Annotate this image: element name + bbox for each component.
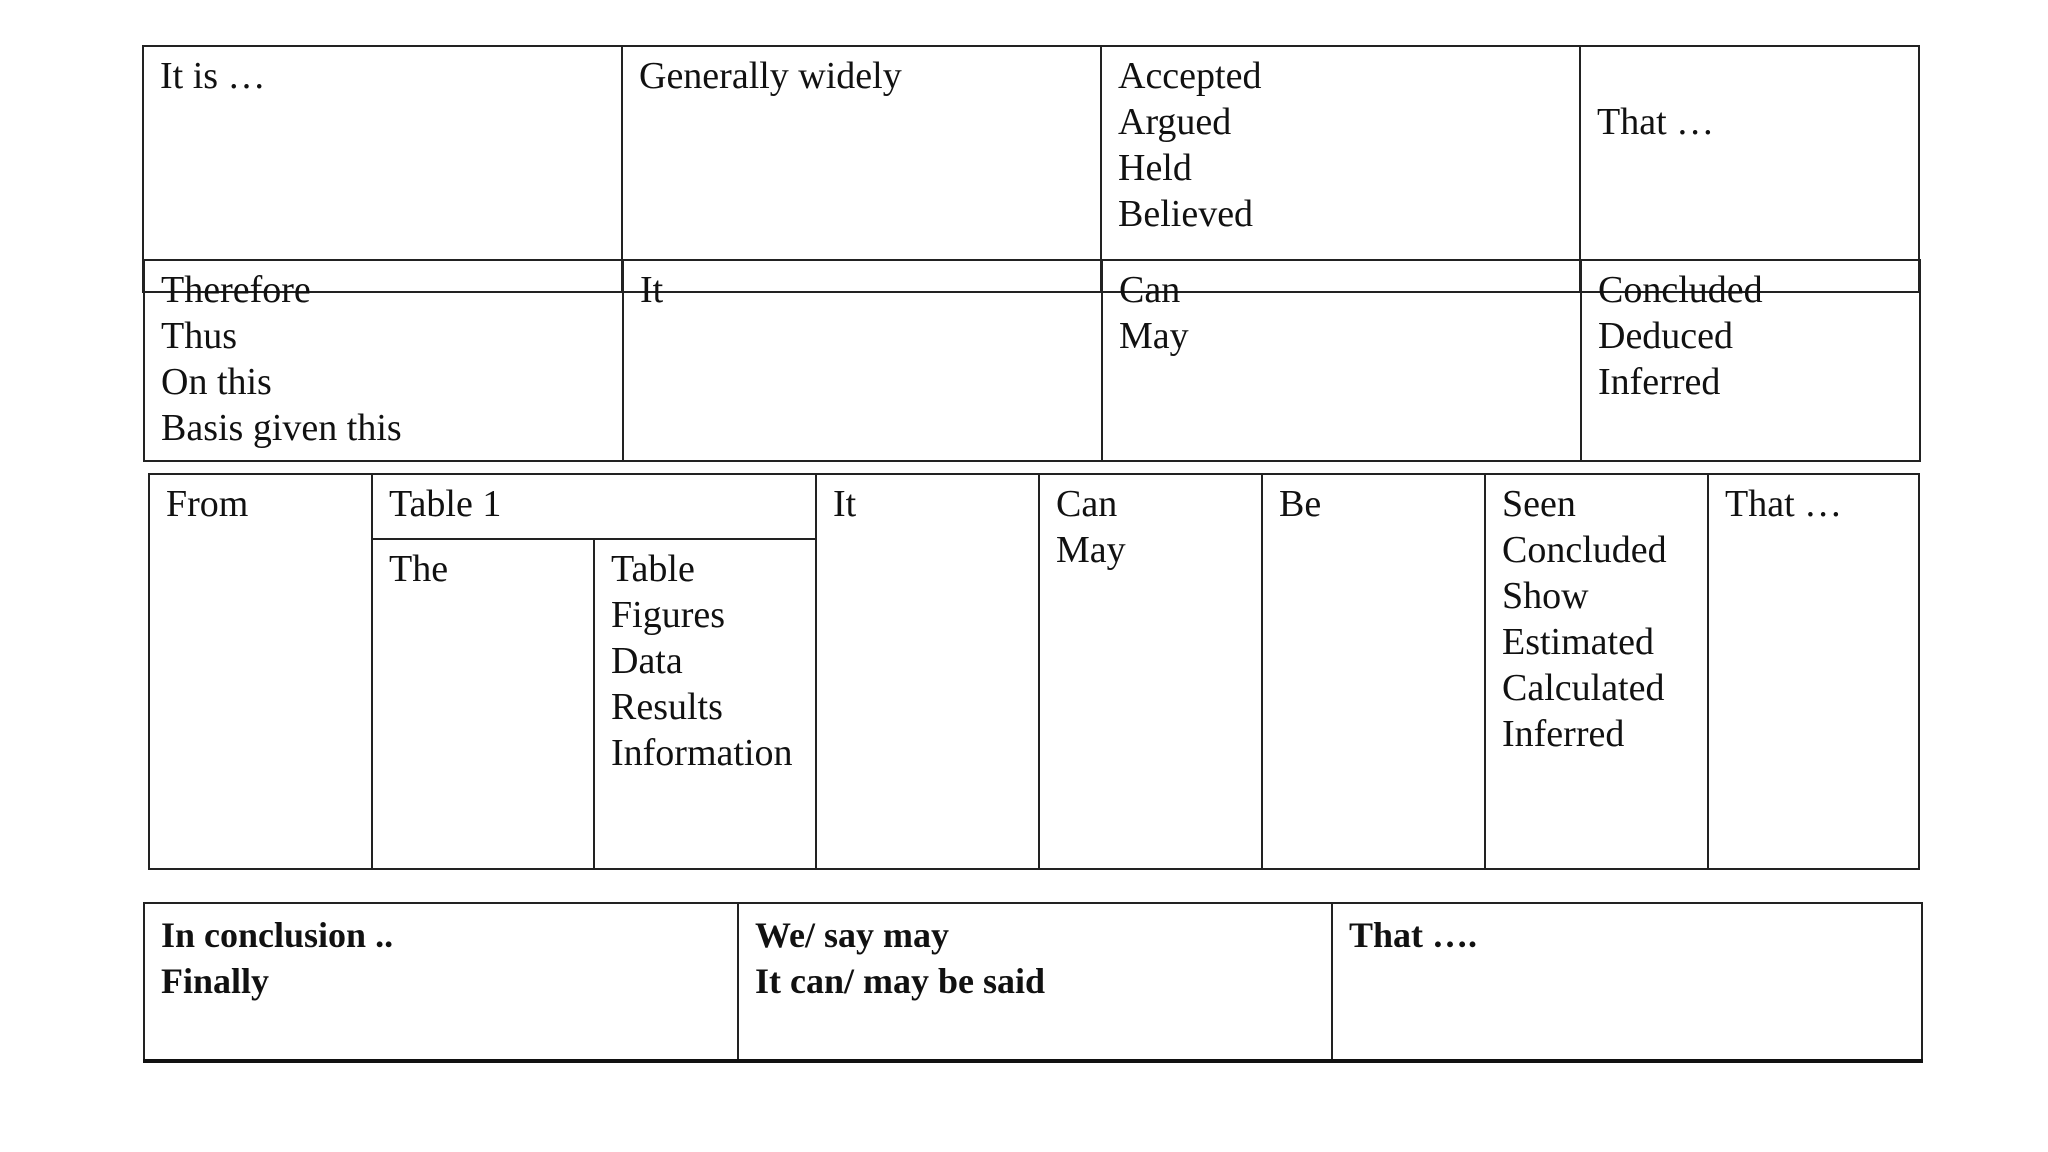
cell-text: On this bbox=[161, 361, 272, 403]
cell-text: Be bbox=[1279, 483, 1322, 525]
cell-text: Finally bbox=[161, 961, 270, 1001]
cell-from bbox=[149, 474, 372, 869]
cell-text: Table bbox=[611, 548, 695, 590]
cell-text: Concluded bbox=[1598, 269, 1763, 311]
cell-text: Held bbox=[1118, 147, 1192, 189]
cell-text: Accepted bbox=[1118, 55, 1262, 97]
cell-text: Seen bbox=[1502, 483, 1576, 525]
cell-text: Results bbox=[611, 686, 723, 728]
cell-text: Can bbox=[1119, 269, 1181, 311]
cell-text: Therefore bbox=[161, 269, 311, 311]
cell-text: Information bbox=[611, 732, 793, 774]
cell-text: In conclusion .. bbox=[161, 915, 394, 955]
cell-text: That … bbox=[1597, 101, 1715, 143]
phrase-table-accepted bbox=[142, 45, 1920, 293]
cell-text: Inferred bbox=[1598, 361, 1721, 403]
cell-text: That …. bbox=[1349, 915, 1478, 955]
cell-verbs bbox=[1581, 260, 1920, 461]
cell-table-1 bbox=[372, 474, 816, 539]
cell-it bbox=[816, 474, 1039, 869]
cell-we-say bbox=[738, 903, 1332, 1061]
cell-text: Table 1 bbox=[389, 483, 502, 525]
cell-text: It can/ may be said bbox=[755, 961, 1046, 1001]
cell-text: Generally widely bbox=[639, 55, 902, 97]
cell-text: Figures bbox=[611, 594, 725, 636]
cell-text: It bbox=[833, 483, 857, 525]
cell-text: May bbox=[1119, 315, 1189, 357]
cell-text: Believed bbox=[1118, 193, 1254, 235]
cell-text: Thus bbox=[161, 315, 237, 357]
table-row bbox=[149, 474, 1919, 539]
cell-verbs bbox=[1485, 474, 1708, 869]
phrase-table-data bbox=[148, 473, 1920, 870]
cell-the bbox=[372, 539, 594, 869]
cell-text: Can bbox=[1056, 483, 1118, 525]
cell-text: That … bbox=[1725, 483, 1843, 525]
cell-text: Estimated bbox=[1502, 621, 1654, 663]
cell-sources bbox=[594, 539, 816, 869]
cell-text: Show bbox=[1502, 575, 1589, 617]
phrase-table-conclusion bbox=[143, 259, 1921, 462]
cell-modal bbox=[1102, 260, 1581, 461]
cell-text: We/ say may bbox=[755, 915, 949, 955]
cell-that bbox=[1580, 46, 1919, 292]
cell-text: Data bbox=[611, 640, 683, 682]
cell-text: It is … bbox=[160, 55, 266, 97]
phrase-table-final bbox=[143, 902, 1923, 1063]
table-row bbox=[144, 903, 1922, 1061]
cell-text: Concluded bbox=[1502, 529, 1667, 571]
cell-accepted-list bbox=[1101, 46, 1580, 292]
table-row bbox=[144, 260, 1920, 461]
cell-in-conclusion bbox=[144, 903, 738, 1061]
cell-text: From bbox=[166, 483, 249, 525]
cell-text: Inferred bbox=[1502, 713, 1625, 755]
cell-that bbox=[1708, 474, 1919, 869]
cell-that bbox=[1332, 903, 1922, 1061]
cell-be bbox=[1262, 474, 1485, 869]
cell-modal bbox=[1039, 474, 1262, 869]
cell-it-is bbox=[143, 46, 622, 292]
cell-text: Argued bbox=[1118, 101, 1232, 143]
cell-text: May bbox=[1056, 529, 1126, 571]
cell-text: Calculated bbox=[1502, 667, 1665, 709]
cell-text: The bbox=[389, 548, 449, 590]
cell-text: Deduced bbox=[1598, 315, 1734, 357]
cell-it bbox=[623, 260, 1102, 461]
cell-generally-widely bbox=[622, 46, 1101, 292]
cell-text: Basis given this bbox=[161, 407, 402, 449]
cell-connectors bbox=[144, 260, 623, 461]
table-row bbox=[143, 46, 1919, 292]
cell-text: It bbox=[640, 269, 664, 311]
